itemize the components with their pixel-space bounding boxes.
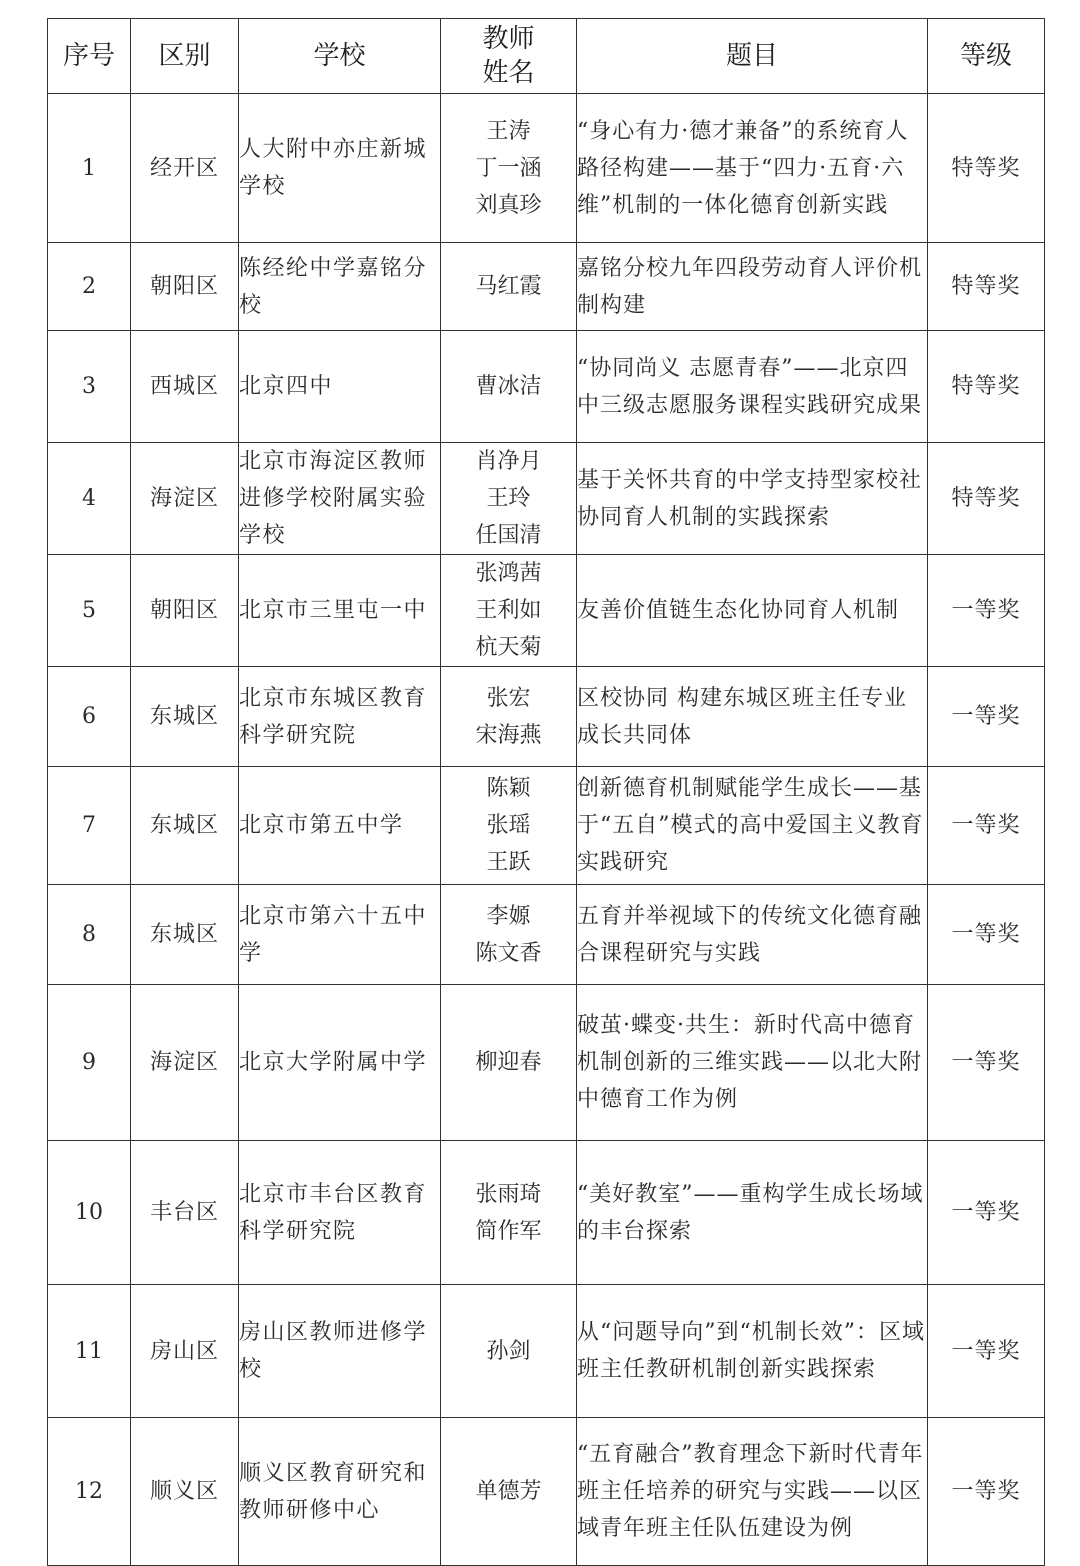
cell-no: 6 bbox=[48, 667, 131, 767]
cell-teacher bbox=[441, 243, 577, 331]
cell-level: 一等奖 bbox=[928, 767, 1045, 885]
cell-topic: “美好教室”——重构学生成长场域的丰台探索 bbox=[577, 1141, 928, 1285]
teacher-name: 刘真珍 bbox=[475, 192, 542, 218]
table-row bbox=[48, 243, 1045, 331]
teacher-name: 丁一涵 bbox=[475, 155, 542, 181]
teacher-name: 陈文香 bbox=[475, 940, 542, 966]
cell-school: 北京大学附属中学 bbox=[239, 985, 441, 1141]
cell-no: 4 bbox=[48, 443, 131, 555]
cell-level: 一等奖 bbox=[928, 1418, 1045, 1566]
table-row bbox=[48, 767, 1045, 885]
table-row bbox=[48, 1418, 1045, 1566]
cell-school: 北京四中 bbox=[239, 331, 441, 443]
cell-topic: 从“问题导向”到“机制长效”：区域班主任教研机制创新实践探索 bbox=[577, 1285, 928, 1418]
cell-level: 一等奖 bbox=[928, 1141, 1045, 1285]
teacher-name: 孙剑 bbox=[486, 1338, 531, 1364]
cell-district: 海淀区 bbox=[131, 985, 239, 1141]
header-teacher-line2: 姓名 bbox=[482, 58, 535, 88]
table-row bbox=[48, 1285, 1045, 1418]
awards-table bbox=[47, 18, 1045, 1566]
cell-topic: 创新德育机制赋能学生成长——基于“五自”模式的高中爱国主义教育实践研究 bbox=[577, 767, 928, 885]
cell-school: 顺义区教育研究和教师研修中心 bbox=[239, 1418, 441, 1566]
header-topic: 题目 bbox=[577, 19, 928, 94]
cell-school: 房山区教师进修学校 bbox=[239, 1285, 441, 1418]
header-teacher-line1: 教师 bbox=[482, 24, 535, 54]
cell-teacher bbox=[441, 555, 577, 667]
cell-district: 朝阳区 bbox=[131, 243, 239, 331]
cell-school: 北京市丰台区教育科学研究院 bbox=[239, 1141, 441, 1285]
cell-school: 陈经纶中学嘉铭分校 bbox=[239, 243, 441, 331]
cell-no: 10 bbox=[48, 1141, 131, 1285]
cell-no: 8 bbox=[48, 885, 131, 985]
teacher-name: 陈颖 bbox=[486, 776, 531, 801]
cell-level: 特等奖 bbox=[928, 94, 1045, 243]
cell-level: 一等奖 bbox=[928, 1285, 1045, 1418]
teacher-name: 马红霞 bbox=[475, 274, 542, 299]
cell-teacher bbox=[441, 1285, 577, 1418]
cell-school: 人大附中亦庄新城学校 bbox=[239, 94, 441, 243]
cell-level: 一等奖 bbox=[928, 985, 1045, 1141]
teacher-name: 简作军 bbox=[475, 1218, 542, 1244]
teacher-name: 肖净月 bbox=[475, 449, 542, 474]
cell-level: 特等奖 bbox=[928, 243, 1045, 331]
table-row bbox=[48, 1141, 1045, 1285]
cell-no: 11 bbox=[48, 1285, 131, 1418]
cell-topic: 五育并举视域下的传统文化德育融合课程研究与实践 bbox=[577, 885, 928, 985]
cell-topic: “五育融合”教育理念下新时代青年班主任培养的研究与实践——以区域青年班主任队伍建设为例 bbox=[577, 1418, 928, 1566]
cell-district: 丰台区 bbox=[131, 1141, 239, 1285]
cell-district: 东城区 bbox=[131, 667, 239, 767]
cell-no: 2 bbox=[48, 243, 131, 331]
cell-district: 海淀区 bbox=[131, 443, 239, 555]
cell-teacher bbox=[441, 94, 577, 243]
header-no: 序号 bbox=[48, 19, 131, 94]
cell-no: 1 bbox=[48, 94, 131, 243]
cell-district: 朝阳区 bbox=[131, 555, 239, 667]
cell-school: 北京市第五中学 bbox=[239, 767, 441, 885]
cell-teacher bbox=[441, 667, 577, 767]
teacher-name: 王跃 bbox=[486, 850, 531, 875]
cell-teacher bbox=[441, 985, 577, 1141]
teacher-name: 单德芳 bbox=[475, 1479, 542, 1504]
cell-no: 7 bbox=[48, 767, 131, 885]
cell-no: 5 bbox=[48, 555, 131, 667]
teacher-name: 王利如 bbox=[475, 598, 542, 623]
cell-topic: “身心有力·德才兼备”的系统育人路径构建——基于“四力·五育·六维”机制的一体化德育创新实践 bbox=[577, 94, 928, 243]
table-row bbox=[48, 985, 1045, 1141]
teacher-name: 张瑶 bbox=[486, 813, 531, 838]
table-row bbox=[48, 667, 1045, 767]
cell-level: 一等奖 bbox=[928, 885, 1045, 985]
cell-district: 经开区 bbox=[131, 94, 239, 243]
table-row bbox=[48, 555, 1045, 667]
cell-district: 房山区 bbox=[131, 1285, 239, 1418]
header-level: 等级 bbox=[928, 19, 1045, 94]
header-school: 学校 bbox=[239, 19, 441, 94]
cell-topic: 区校协同 构建东城区班主任专业成长共同体 bbox=[577, 667, 928, 767]
teacher-name: 柳迎春 bbox=[475, 1050, 542, 1075]
cell-level: 一等奖 bbox=[928, 555, 1045, 667]
teacher-name: 王玲 bbox=[486, 486, 531, 511]
cell-school: 北京市海淀区教师进修学校附属实验学校 bbox=[239, 443, 441, 555]
cell-level: 一等奖 bbox=[928, 667, 1045, 767]
table-row bbox=[48, 331, 1045, 443]
cell-no: 9 bbox=[48, 985, 131, 1141]
header-row bbox=[48, 19, 1045, 94]
table-row bbox=[48, 443, 1045, 555]
cell-district: 西城区 bbox=[131, 331, 239, 443]
cell-teacher bbox=[441, 443, 577, 555]
cell-teacher bbox=[441, 1418, 577, 1566]
cell-school: 北京市东城区教育科学研究院 bbox=[239, 667, 441, 767]
cell-district: 东城区 bbox=[131, 767, 239, 885]
cell-school: 北京市三里屯一中 bbox=[239, 555, 441, 667]
cell-district: 东城区 bbox=[131, 885, 239, 985]
teacher-name: 曹冰洁 bbox=[475, 374, 542, 399]
cell-school: 北京市第六十五中学 bbox=[239, 885, 441, 985]
cell-teacher bbox=[441, 885, 577, 985]
teacher-name: 张宏 bbox=[486, 685, 531, 711]
cell-level: 特等奖 bbox=[928, 443, 1045, 555]
cell-teacher bbox=[441, 1141, 577, 1285]
cell-topic: 友善价值链生态化协同育人机制 bbox=[577, 555, 928, 667]
cell-teacher bbox=[441, 331, 577, 443]
teacher-name: 张鸿茜 bbox=[475, 561, 542, 586]
teacher-name: 张雨琦 bbox=[475, 1181, 542, 1207]
teacher-name: 任国清 bbox=[475, 523, 542, 548]
cell-district: 顺义区 bbox=[131, 1418, 239, 1566]
teacher-name: 李嫄 bbox=[486, 903, 531, 929]
header-teacher bbox=[441, 19, 577, 94]
cell-topic: 基于关怀共育的中学支持型家校社协同育人机制的实践探索 bbox=[577, 443, 928, 555]
cell-level: 特等奖 bbox=[928, 331, 1045, 443]
cell-topic: 破茧·蝶变·共生：新时代高中德育机制创新的三维实践——以北大附中德育工作为例 bbox=[577, 985, 928, 1141]
cell-topic: 嘉铭分校九年四段劳动育人评价机制构建 bbox=[577, 243, 928, 331]
teacher-name: 宋海燕 bbox=[475, 722, 542, 748]
cell-teacher bbox=[441, 767, 577, 885]
teacher-name: 王涛 bbox=[486, 118, 531, 144]
table-row bbox=[48, 94, 1045, 243]
teacher-name: 杭天菊 bbox=[475, 635, 542, 660]
cell-no: 12 bbox=[48, 1418, 131, 1566]
table-row bbox=[48, 885, 1045, 985]
cell-topic: “协同尚义 志愿青春”——北京四中三级志愿服务课程实践研究成果 bbox=[577, 331, 928, 443]
header-district: 区别 bbox=[131, 19, 239, 94]
cell-no: 3 bbox=[48, 331, 131, 443]
